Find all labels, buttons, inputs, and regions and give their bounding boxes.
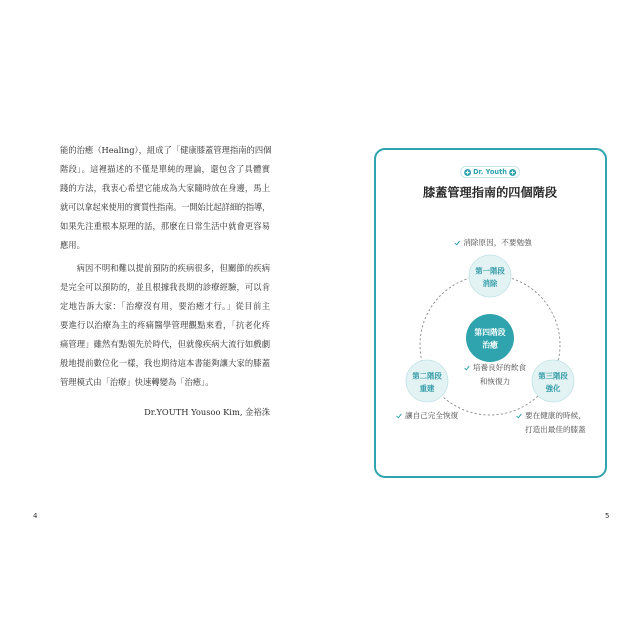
body-text-line: 要進行以治療為主的疼痛醫學管理觀點來看，「抗老化疼 (60, 320, 270, 330)
stage-2-name: 重建 (419, 384, 435, 393)
body-text-line: 管理模式由「治療」快速轉變為「治癒」。 (60, 377, 214, 387)
page-number-right: 5 (605, 512, 610, 520)
author-signature: Dr.YOUTH Yousoo Kim, 金裕洙 (144, 407, 270, 417)
note-text: 讓自己完全恢復 (405, 411, 459, 420)
body-text-line: 應用。 (60, 240, 85, 250)
body-text-line: 定地告訴大家：「治療沒有用，要治癒才行。」從目前主 (60, 301, 270, 311)
stage-3-label: 第三階段 (538, 371, 568, 381)
stage-node-2 (406, 360, 448, 402)
note-line (396, 409, 458, 423)
badge-label: Dr. Youth (473, 168, 507, 176)
note-text: 培養良好的飲食 (472, 363, 527, 372)
stage-node-3 (532, 360, 574, 402)
stage-node-4 (466, 314, 514, 362)
check-icon (396, 413, 402, 419)
body-text-line: 般地提前數位化一樣，我也期待這本書能夠讓大家的膝蓋 (60, 358, 270, 368)
note-text: 消除原因，不要勉強 (463, 238, 532, 247)
body-text-line: 就可以拿起來使用的實質性指南。一開始比起詳細的指導， (60, 202, 270, 212)
note-line (464, 361, 526, 375)
note-text: 和恢復力 (479, 377, 511, 386)
stage-4-note (464, 361, 526, 389)
body-text-line: 能的治癒（Healing），組成了「健康膝蓋管理指南的四個 (60, 145, 272, 155)
stage-2-note (396, 409, 458, 423)
guide-title: 膝蓋管理指南的四個階段 (422, 185, 558, 200)
stage-4-name: 治癒 (482, 340, 498, 350)
note-line (516, 409, 586, 423)
page-number-left: 4 (33, 512, 38, 520)
stage-node-1 (469, 255, 511, 297)
stage-3-name: 強化 (545, 384, 561, 393)
stage-3-note (516, 409, 586, 437)
stage-3-circle (532, 360, 574, 402)
body-text-line: 痛管理」雖然有點領先於時代，但就像疾病大流行如戲劇 (60, 339, 270, 349)
stage-2-label: 第二階段 (412, 371, 442, 381)
note-text: 要在健康的時候， (525, 411, 586, 420)
stage-4-circle (466, 314, 514, 362)
note-text: 打造出最佳的膝蓋 (525, 425, 586, 434)
stage-1-note (454, 236, 531, 250)
note-line (454, 236, 531, 250)
stage-1-circle (469, 255, 511, 297)
stage-1-name: 消除 (482, 279, 498, 288)
stage-2-circle (406, 360, 448, 402)
body-text-line: 是完全可以預防的，並且根據我長期的診療經驗，可以肯 (60, 282, 270, 292)
check-icon (454, 240, 460, 246)
stage-4-label: 第四階段 (474, 328, 506, 337)
body-text-line: 踐的方法，我衷心希望它能成為大家隨時放在身邊，馬上 (60, 183, 270, 193)
body-text-line: 病因不明和難以提前預防的疾病很多，但關節的疾病 (76, 263, 270, 273)
check-icon (516, 413, 522, 419)
check-icon (464, 365, 470, 371)
body-text-line: 如果先注重根本原理的話，那麼在日常生活中就會更容易 (60, 221, 270, 231)
stage-1-label: 第一階段 (475, 266, 505, 276)
body-text-line: 階段」。這裡描述的不僅是單純的理論，還包含了具體實 (60, 164, 270, 174)
